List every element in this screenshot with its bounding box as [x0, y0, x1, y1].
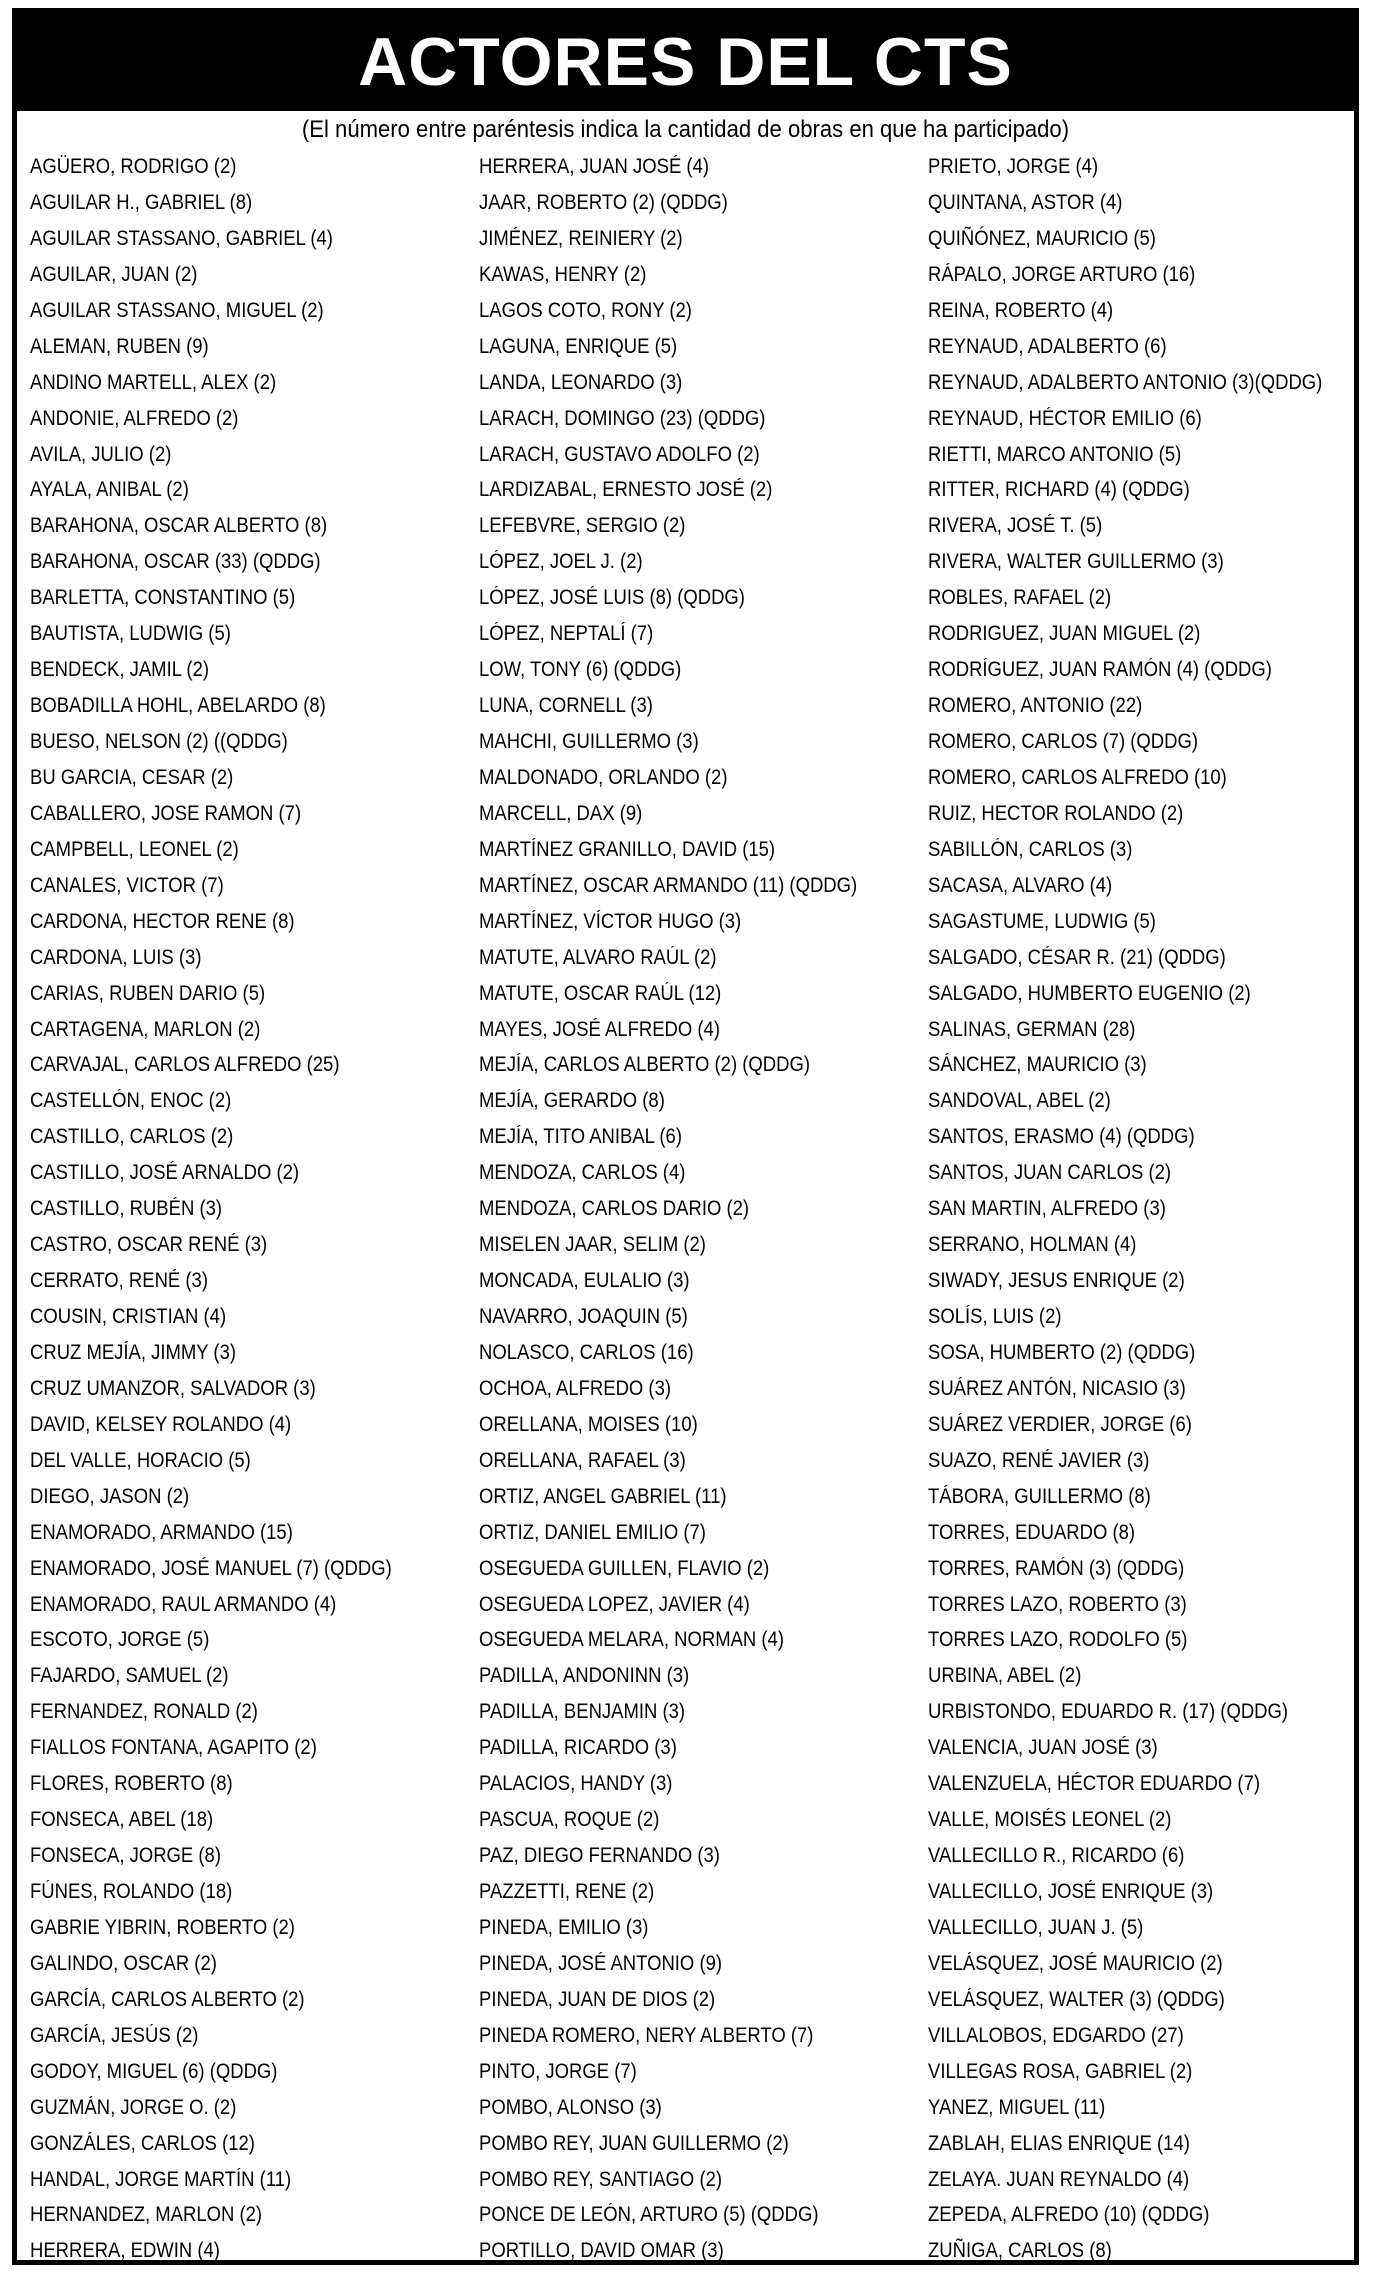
actor-entry: TORRES, RAMÓN (3) (QDDG): [928, 1556, 1185, 1580]
actor-entry: MARCELL, DAX (9): [479, 801, 643, 825]
actor-entry: OSEGUEDA MELARA, NORMAN (4): [479, 1628, 784, 1652]
actor-entry: PASCUA, ROQUE (2): [479, 1808, 660, 1832]
actor-entry: PALACIOS, HANDY (3): [479, 1772, 673, 1796]
actor-entry: REYNAUD, ADALBERTO ANTONIO (3)(QDDG): [928, 370, 1323, 394]
actor-entry: BU GARCIA, CESAR (2): [30, 765, 234, 789]
actor-entry: LARACH, GUSTAVO ADOLFO (2): [479, 442, 760, 466]
actor-entry: ENAMORADO, JOSÉ MANUEL (7) (QDDG): [30, 1556, 392, 1580]
actor-entry: OCHOA, ALFREDO (3): [479, 1376, 672, 1400]
actor-entry: TÁBORA, GUILLERMO (8): [928, 1484, 1151, 1508]
actor-entry: PINEDA, EMILIO (3): [479, 1915, 649, 1939]
actor-entry: POMBO REY, JUAN GUILLERMO (2): [479, 2131, 789, 2155]
actor-entry: RODRIGUEZ, JUAN MIGUEL (2): [928, 622, 1201, 646]
actor-entry: SUÁREZ VERDIER, JORGE (6): [928, 1412, 1192, 1436]
actor-entry: GARCÍA, CARLOS ALBERTO (2): [30, 1987, 305, 2011]
actor-entry: CARTAGENA, MARLON (2): [30, 1017, 261, 1041]
actor-entry: FLORES, ROBERTO (8): [30, 1772, 233, 1796]
actor-entry: CANALES, VICTOR (7): [30, 873, 224, 897]
actor-entry: PAZ, DIEGO FERNANDO (3): [479, 1844, 720, 1868]
actor-entry: VILLALOBOS, EDGARDO (27): [928, 2023, 1184, 2047]
actor-entry: VALENCIA, JUAN JOSÉ (3): [928, 1736, 1158, 1760]
actor-column-3: [928, 149, 1376, 2269]
actor-entry: BARAHONA, OSCAR (33) (QDDG): [30, 550, 321, 574]
actor-entry: ROMERO, ANTONIO (22): [928, 694, 1143, 718]
actor-entry: LANDA, LEONARDO (3): [479, 370, 683, 394]
actor-entry: CERRATO, RENÉ (3): [30, 1269, 208, 1293]
actor-entry: COUSIN, CRISTIAN (4): [30, 1305, 227, 1328]
actor-columns: [17, 149, 1354, 2263]
actor-entry: KAWAS, HENRY (2): [479, 262, 647, 286]
actor-entry: MARTÍNEZ GRANILLO, DAVID (15): [479, 837, 776, 861]
actor-entry: ZELAYA. JUAN REYNALDO (4): [928, 2167, 1190, 2191]
actor-entry: ORTIZ, DANIEL EMILIO (7): [479, 1520, 706, 1544]
actor-entry: TORRES, EDUARDO (8): [928, 1520, 1136, 1544]
actor-entry: PORTILLO, DAVID OMAR (3): [479, 2239, 724, 2263]
actor-entry: NAVARRO, JOAQUIN (5): [479, 1305, 688, 1328]
actor-entry: QUINTANA, ASTOR (4): [928, 190, 1123, 214]
actor-entry: SALINAS, GERMAN (28): [928, 1017, 1136, 1041]
actor-entry: BAUTISTA, LUDWIG (5): [30, 622, 231, 646]
actor-entry: SANTOS, JUAN CARLOS (2): [928, 1161, 1172, 1185]
actor-entry: ZABLAH, ELIAS ENRIQUE (14): [928, 2131, 1190, 2155]
actor-entry: OSEGUEDA GUILLEN, FLAVIO (2): [479, 1556, 770, 1580]
actor-entry: MENDOZA, CARLOS DARIO (2): [479, 1197, 750, 1221]
actor-entry: AGUILAR STASSANO, GABRIEL (4): [30, 226, 333, 250]
actor-entry: POMBO, ALONSO (3): [479, 2095, 662, 2119]
actor-entry: RIVERA, JOSÉ T. (5): [928, 514, 1103, 538]
actor-entry: SACASA, ALVARO (4): [928, 873, 1113, 897]
actor-entry: HERRERA, JUAN JOSÉ (4): [479, 155, 710, 178]
actor-entry: NOLASCO, CARLOS (16): [479, 1340, 694, 1364]
actor-entry: MEJÍA, CARLOS ALBERTO (2) (QDDG): [479, 1053, 811, 1077]
actor-entry: SIWADY, JESUS ENRIQUE (2): [928, 1269, 1185, 1293]
actor-entry: VALENZUELA, HÉCTOR EDUARDO (7): [928, 1772, 1261, 1796]
actor-entry: SAGASTUME, LUDWIG (5): [928, 909, 1156, 933]
actor-entry: CASTILLO, JOSÉ ARNALDO (2): [30, 1161, 300, 1185]
actor-entry: PADILLA, ANDONINN (3): [479, 1664, 690, 1688]
actor-entry: SÁNCHEZ, MAURICIO (3): [928, 1053, 1147, 1077]
actor-entry: RÁPALO, JORGE ARTURO (16): [928, 262, 1196, 286]
actor-entry: CASTELLÓN, ENOC (2): [30, 1089, 232, 1113]
actor-entry: CARVAJAL, CARLOS ALFREDO (25): [30, 1053, 340, 1077]
actor-entry: AGÜERO, RODRIGO (2): [30, 155, 237, 178]
actor-entry: ANDONIE, ALFREDO (2): [30, 406, 239, 430]
actor-entry: RIVERA, WALTER GUILLERMO (3): [928, 550, 1224, 574]
actor-entry: LÓPEZ, JOSÉ LUIS (8) (QDDG): [479, 586, 745, 610]
actor-entry: CRUZ MEJÍA, JIMMY (3): [30, 1340, 237, 1364]
actor-entry: FAJARDO, SAMUEL (2): [30, 1664, 229, 1688]
actor-entry: LOW, TONY (6) (QDDG): [479, 658, 682, 682]
actor-entry: FIALLOS FONTANA, AGAPITO (2): [30, 1736, 317, 1760]
actor-entry: RIETTI, MARCO ANTONIO (5): [928, 442, 1182, 466]
actor-entry: CARIAS, RUBEN DARIO (5): [30, 981, 266, 1005]
actor-entry: MISELEN JAAR, SELIM (2): [479, 1233, 706, 1257]
actor-entry: MARTÍNEZ, OSCAR ARMANDO (11) (QDDG): [479, 873, 858, 897]
actor-entry: CASTILLO, RUBÉN (3): [30, 1197, 223, 1221]
actor-entry: PINEDA, JUAN DE DIOS (2): [479, 1987, 716, 2011]
actor-entry: MENDOZA, CARLOS (4): [479, 1161, 686, 1185]
actor-entry: GABRIE YIBRIN, ROBERTO (2): [30, 1915, 295, 1939]
actor-entry: SERRANO, HOLMAN (4): [928, 1233, 1137, 1257]
actor-entry: SUAZO, RENÉ JAVIER (3): [928, 1448, 1150, 1472]
actor-entry: MATUTE, ALVARO RAÚL (2): [479, 945, 717, 969]
actor-entry: PINEDA ROMERO, NERY ALBERTO (7): [479, 2023, 814, 2047]
actor-entry: AGUILAR STASSANO, MIGUEL (2): [30, 298, 324, 322]
page-title: ACTORES DEL CTS: [17, 13, 1354, 111]
actor-entry: ORELLANA, MOISES (10): [479, 1412, 698, 1436]
actor-entry: AGUILAR H., GABRIEL (8): [30, 190, 253, 214]
actor-entry: CARDONA, HECTOR RENE (8): [30, 909, 295, 933]
actor-entry: CASTILLO, CARLOS (2): [30, 1125, 234, 1149]
actor-entry: LARDIZABAL, ERNESTO JOSÉ (2): [479, 478, 773, 502]
actor-entry: ENAMORADO, ARMANDO (15): [30, 1520, 293, 1544]
actor-entry: REYNAUD, ADALBERTO (6): [928, 334, 1167, 358]
actor-entry: LÓPEZ, NEPTALÍ (7): [479, 622, 654, 646]
actor-entry: TORRES LAZO, RODOLFO (5): [928, 1628, 1188, 1652]
actor-entry: PINTO, JORGE (7): [479, 2059, 637, 2083]
actor-entry: ESCOTO, JORGE (5): [30, 1628, 210, 1652]
actor-entry: FONSECA, ABEL (18): [30, 1808, 214, 1832]
actor-entry: RITTER, RICHARD (4) (QDDG): [928, 478, 1190, 502]
actor-entry: SOSA, HUMBERTO (2) (QDDG): [928, 1340, 1196, 1364]
page-subtitle: (El número entre paréntesis indica la cantidad de obras en que ha participado): [301, 116, 1070, 143]
actor-entry: URBINA, ABEL (2): [928, 1664, 1082, 1688]
actor-entry: AYALA, ANIBAL (2): [30, 478, 189, 502]
actor-entry: GODOY, MIGUEL (6) (QDDG): [30, 2059, 278, 2083]
actor-entry: PADILLA, RICARDO (3): [479, 1736, 677, 1760]
actor-entry: VALLECILLO R., RICARDO (6): [928, 1844, 1185, 1868]
actor-column-1: [30, 149, 441, 2269]
actor-entry: LEFEBVRE, SERGIO (2): [479, 514, 686, 538]
actor-entry: SOLÍS, LUIS (2): [928, 1305, 1062, 1328]
actor-entry: RUIZ, HECTOR ROLANDO (2): [928, 801, 1184, 825]
actor-entry: PADILLA, BENJAMIN (3): [479, 1700, 686, 1724]
actor-entry: SANDOVAL, ABEL (2): [928, 1089, 1111, 1113]
actor-entry: FÚNES, ROLANDO (18): [30, 1880, 233, 1903]
actor-entry: HERRERA, EDWIN (4): [30, 2239, 220, 2263]
actor-entry: SALGADO, HUMBERTO EUGENIO (2): [928, 981, 1251, 1005]
actor-entry: LARACH, DOMINGO (23) (QDDG): [479, 406, 766, 430]
actor-entry: ENAMORADO, RAUL ARMANDO (4): [30, 1592, 337, 1616]
actor-entry: FONSECA, JORGE (8): [30, 1844, 221, 1868]
actor-entry: DAVID, KELSEY ROLANDO (4): [30, 1412, 292, 1436]
actor-entry: MAHCHI, GUILLERMO (3): [479, 730, 699, 753]
actor-entry: LÓPEZ, JOEL J. (2): [479, 550, 643, 574]
actor-entry: BENDECK, JAMIL (2): [30, 658, 210, 682]
actor-entry: SUÁREZ ANTÓN, NICASIO (3): [928, 1376, 1186, 1400]
actor-column-2: [479, 149, 909, 2269]
actor-entry: QUIÑÓNEZ, MAURICIO (5): [928, 226, 1156, 250]
actor-entry: FERNANDEZ, RONALD (2): [30, 1700, 258, 1724]
actor-entry: SABILLÓN, CARLOS (3): [928, 837, 1133, 861]
actor-entry: MONCADA, EULALIO (3): [479, 1269, 690, 1293]
actor-entry: LAGOS COTO, RONY (2): [479, 298, 692, 322]
actor-entry: ROMERO, CARLOS ALFREDO (10): [928, 765, 1227, 789]
actor-entry: PINEDA, JOSÉ ANTONIO (9): [479, 1951, 723, 1975]
actor-entry: GONZÁLES, CARLOS (12): [30, 2131, 255, 2155]
actor-entry: ZEPEDA, ALFREDO (10) (QDDG): [928, 2203, 1210, 2227]
actor-entry: VILLEGAS ROSA, GABRIEL (2): [928, 2059, 1193, 2083]
actor-entry: VELÁSQUEZ, JOSÉ MAURICIO (2): [928, 1951, 1223, 1975]
actor-entry: VELÁSQUEZ, WALTER (3) (QDDG): [928, 1987, 1225, 2011]
actor-entry: CARDONA, LUIS (3): [30, 945, 202, 969]
actor-entry: GARCÍA, JESÚS (2): [30, 2023, 199, 2047]
actor-entry: DEL VALLE, HORACIO (5): [30, 1448, 251, 1472]
actor-entry: HERNANDEZ, MARLON (2): [30, 2203, 263, 2227]
actor-entry: RODRÍGUEZ, JUAN RAMÓN (4) (QDDG): [928, 658, 1272, 682]
actor-entry: LUNA, CORNELL (3): [479, 694, 653, 718]
actor-entry: GALINDO, OSCAR (2): [30, 1951, 217, 1975]
actor-entry: MALDONADO, ORLANDO (2): [479, 765, 728, 789]
actor-entry: SAN MARTIN, ALFREDO (3): [928, 1197, 1166, 1221]
actor-entry: TORRES LAZO, ROBERTO (3): [928, 1592, 1187, 1616]
actor-entry: ROBLES, RAFAEL (2): [928, 586, 1112, 610]
actor-entry: OSEGUEDA LOPEZ, JAVIER (4): [479, 1592, 750, 1616]
actor-entry: BUESO, NELSON (2) ((QDDG): [30, 730, 288, 753]
actor-entry: SALGADO, CÉSAR R. (21) (QDDG): [928, 945, 1226, 969]
actor-entry: ORELLANA, RAFAEL (3): [479, 1448, 686, 1472]
actor-entry: MEJÍA, GERARDO (8): [479, 1089, 665, 1113]
actor-entry: PAZZETTI, RENE (2): [479, 1880, 655, 1903]
actor-entry: BOBADILLA HOHL, ABELARDO (8): [30, 694, 326, 718]
actor-entry: YANEZ, MIGUEL (11): [928, 2095, 1106, 2119]
actor-entry: BARAHONA, OSCAR ALBERTO (8): [30, 514, 328, 538]
actor-entry: BARLETTA, CONSTANTINO (5): [30, 586, 296, 610]
actor-entry: AVILA, JULIO (2): [30, 442, 172, 466]
actor-entry: VALLECILLO, JUAN J. (5): [928, 1915, 1144, 1939]
actor-entry: HANDAL, JORGE MARTÍN (11): [30, 2167, 292, 2191]
actor-entry: ORTIZ, ANGEL GABRIEL (11): [479, 1484, 727, 1508]
actor-entry: JIMÉNEZ, REINIERY (2): [479, 226, 683, 250]
actor-entry: AGUILAR, JUAN (2): [30, 262, 198, 286]
actor-entry: REINA, ROBERTO (4): [928, 298, 1114, 322]
actor-entry: ALEMAN, RUBEN (9): [30, 334, 209, 358]
actor-entry: JAAR, ROBERTO (2) (QDDG): [479, 190, 728, 214]
actor-entry: REYNAUD, HÉCTOR EMILIO (6): [928, 406, 1202, 430]
actor-entry: ZUÑIGA, CARLOS (8): [928, 2239, 1112, 2263]
actor-entry: CABALLERO, JOSE RAMON (7): [30, 801, 302, 825]
document-frame: [12, 8, 1359, 2265]
actor-entry: CASTRO, OSCAR RENÉ (3): [30, 1233, 268, 1257]
actor-entry: PONCE DE LEÓN, ARTURO (5) (QDDG): [479, 2203, 819, 2227]
actor-entry: VALLE, MOISÉS LEONEL (2): [928, 1808, 1172, 1832]
actor-entry: MAYES, JOSÉ ALFREDO (4): [479, 1017, 720, 1041]
actor-entry: CRUZ UMANZOR, SALVADOR (3): [30, 1376, 316, 1400]
actor-entry: MEJÍA, TITO ANIBAL (6): [479, 1125, 682, 1149]
actor-entry: PRIETO, JORGE (4): [928, 155, 1099, 178]
actor-entry: POMBO REY, SANTIAGO (2): [479, 2167, 723, 2191]
actor-entry: ANDINO MARTELL, ALEX (2): [30, 370, 277, 394]
actor-entry: MARTÍNEZ, VÍCTOR HUGO (3): [479, 909, 742, 933]
actor-entry: ROMERO, CARLOS (7) (QDDG): [928, 730, 1199, 753]
actor-entry: URBISTONDO, EDUARDO R. (17) (QDDG): [928, 1700, 1289, 1724]
actor-entry: CAMPBELL, LEONEL (2): [30, 837, 239, 861]
actor-entry: LAGUNA, ENRIQUE (5): [479, 334, 678, 358]
actor-entry: MATUTE, OSCAR RAÚL (12): [479, 981, 722, 1005]
actor-entry: DIEGO, JASON (2): [30, 1484, 190, 1508]
actor-entry: GUZMÁN, JORGE O. (2): [30, 2095, 237, 2119]
actor-entry: SANTOS, ERASMO (4) (QDDG): [928, 1125, 1195, 1149]
actor-entry: VALLECILLO, JOSÉ ENRIQUE (3): [928, 1880, 1214, 1903]
